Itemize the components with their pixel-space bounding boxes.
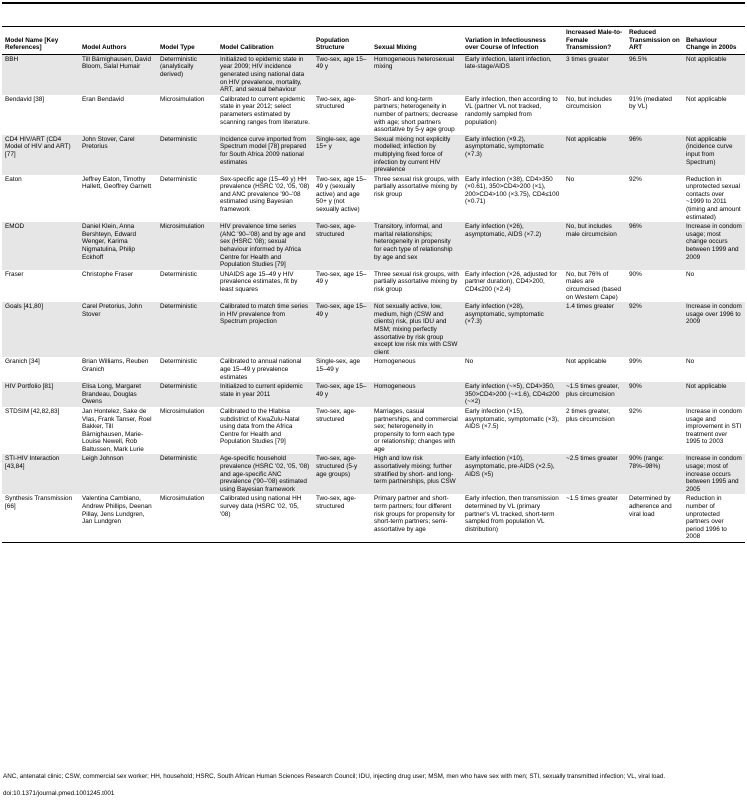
table-cell: STI-HIV Interaction [43,84] <box>2 454 79 494</box>
table-cell: Deterministic <box>160 175 197 183</box>
table-cell: Three sexual risk groups, with partially assortative mixing by risk group <box>374 270 459 293</box>
table-row <box>2 382 745 407</box>
table-cell: Brian Williams, Reuben Granich <box>82 358 149 373</box>
table-cell: Short- and long-term partners; heterogeneity in number of partners; decrease with age; short partners assortative by 5-y age group <box>374 95 458 134</box>
table-cell: 91% (mediated by VL) <box>629 95 672 111</box>
table-cell: Leigh Johnson <box>79 454 157 494</box>
table-cell: Two-sex, age 15–49 y <box>313 54 371 94</box>
table-cell: Increase in condom usage over 1996 to 2009 <box>683 302 745 357</box>
table-cell: Calibrated using national HH survey data (HSRC '02, '05, '08) <box>217 494 313 542</box>
table-footnote: ANC, antenatal clinic; CSW, commercial sex worker; HH, household; HSRC, South African Human Sciences Research Council; IDU, injecting drug user; MSM, men who have sex with men; STI, sexually transmitted infection; VL, viral load. <box>3 773 666 780</box>
table-cell: EMOD <box>2 222 79 270</box>
table-cell: Jeffrey Eaton, Timothy Hallett, Geoffrey Garnett <box>82 175 152 191</box>
table-cell: Early infection (×15), asymptomatic, symptomatic (×3), AIDS (×7.5) <box>465 407 559 431</box>
table-row <box>2 302 745 357</box>
table-row <box>2 494 745 542</box>
table-cell: Two-sex, age-structured <box>316 95 357 111</box>
table-cell: 90% <box>626 382 683 407</box>
table-row <box>2 407 745 455</box>
column-header: Model Type <box>157 28 217 54</box>
table-cell: Determined by adherence and viral load <box>626 494 683 542</box>
table-cell: Microsimulation <box>157 222 217 270</box>
table-cell: 90% <box>629 270 642 278</box>
table-cell: John Stover, Carel Pretorius <box>79 135 157 175</box>
table-cell: Synthesis Transmission [66] <box>2 494 79 542</box>
column-header: Model Name [Key References] <box>2 28 79 54</box>
table-cell: Calibrated to annual national age 15–49 y prevalence estimates <box>220 358 302 381</box>
table-cell: Two-sex, age-structured <box>313 494 371 542</box>
table-cell: Till Bärnighausen, David Bloom, Salal Humair <box>79 54 157 94</box>
table-cell: UNAIDS age 15–49 y HIV prevalence estimates, fit by least squares <box>220 270 298 293</box>
table-cell: Two-sex, age-structured <box>316 407 357 423</box>
table-cell: Not applicable <box>686 95 727 103</box>
table-cell: Early infection, then according to VL (partner VL not tracked, randomly sampled from population) <box>465 95 558 126</box>
table-row <box>2 54 745 94</box>
table-row <box>2 357 745 382</box>
table-cell: Calibrated to match time series in HIV prevalence from Spectrum projection <box>217 302 313 357</box>
table-cell: Deterministic <box>160 358 197 366</box>
table-cell: 92% <box>629 175 642 183</box>
table-cell: Early infection (×28), asymptomatic, symptomatic (×7.3) <box>462 302 563 357</box>
table-cell: Early infection, then transmission determined by VL (primary partner's VL tracked, short-term sampled from population VL distribution) <box>462 494 563 542</box>
table-cell: Valentina Cambiano, Andrew Phillips, Deenan Pillay, Jens Lundgren, Jan Lundgren <box>79 494 157 542</box>
table-cell: 99% <box>629 358 642 366</box>
table-cell: Two-sex, age 15–49 y (sexually active) and age 50+ y (not sexually active) <box>316 175 367 214</box>
table-cell: BBH <box>2 54 79 94</box>
table-cell: Age-specific household prevalence (HSRC '02, '05, '08) and age-specific ANC prevalence ('90–'08) estimated using Bayesian framework <box>217 454 313 494</box>
table-cell: Primary partner and short-term partners; four different risk groups for propensity for short-term partners; semi-assortative by age <box>371 494 462 542</box>
table-cell: Early infection (×26), asymptomatic, AIDS (×7.2) <box>462 222 563 270</box>
table-row <box>2 135 745 175</box>
table-cell: Fraser <box>5 270 24 278</box>
table-cell: Deterministic <box>157 454 217 494</box>
table-cell: Increase in condom usage; most of increase occurs between 1995 and 2005 <box>683 454 745 494</box>
table-cell: Early infection, latent infection, late-stage/AIDS <box>462 54 563 94</box>
table-cell: 92% <box>629 407 642 415</box>
table-cell: Two-sex, age-structured <box>313 222 371 270</box>
column-header: Behaviour Change in 2000s <box>683 28 745 54</box>
table-cell: No, but 76% of males are circumcised (based on Western Cape) <box>566 270 622 301</box>
table-cell: Early infection (×10), asymptomatic, pre-AIDS (×2.5), AIDS (×5) <box>462 454 563 494</box>
table-cell: ~1.5 times greater, plus circumcision <box>563 382 626 407</box>
table-cell: Early infection (×9.2), asymptomatic, symptomatic (×7.3) <box>462 135 563 175</box>
table-row <box>2 95 745 135</box>
table-cell: No <box>686 358 695 366</box>
table-cell: HIV Portfolio [81] <box>2 382 79 407</box>
table-cell: Homogeneous <box>374 358 416 366</box>
table-cell: Deterministic <box>157 382 217 407</box>
table-cell: HIV prevalence time series (ANC '90–'08) and by age and sex (HSRC '08); sexual behaviour informed by Africa Centre for Health and Population Studies [79] <box>217 222 313 270</box>
table-cell: Deterministic <box>160 270 197 278</box>
column-header: Variation in Infectiousness over Course of Infection <box>462 28 563 54</box>
table-cell: CD4 HIV/ART (CD4 Model of HIV and ART) [77] <box>2 135 79 175</box>
table-cell: Deterministic <box>157 302 217 357</box>
table-cell: Microsimulation <box>160 407 205 415</box>
table-cell: Not sexually active, low, medium, high (CSW and clients) risk, plus IDU and MSM; mixing perfectly assortative by risk group except low risk mix with CSW client <box>371 302 462 357</box>
table-cell: Reduction in number of unprotected partners over period 1996 to 2008 <box>683 494 745 542</box>
table-cell: Not applicable (incidence curve input from Spectrum) <box>683 135 745 175</box>
table-cell: 2 times greater, plus circumcision <box>566 407 615 423</box>
table-body <box>2 54 745 542</box>
table-cell: Three sexual risk groups, with partially assortative mixing by risk group <box>374 175 459 198</box>
table-cell: 90% (range: 78%–98%) <box>626 454 683 494</box>
table-cell: High and low risk assortatively mixing; further stratified by short- and long-term partnerships, plus CSW <box>371 454 462 494</box>
table-cell: Early infection (×38), CD4>350 (×0.61), 350>CD4>200 (×1), 200>CD4>100 (×3.75), CD4≤100 (×0.71) <box>465 175 560 206</box>
table-cell: Two-sex, age 15–49 y <box>316 270 367 286</box>
table-cell: ~1.5 times greater <box>563 494 626 542</box>
column-header: Model Calibration <box>217 28 313 54</box>
table-cell: Not applicable <box>563 135 626 175</box>
table-cell: Not applicable <box>683 54 745 94</box>
table-row <box>2 454 745 494</box>
table-cell: Calibrated to current epidemic state in year 2012; select parameters estimated by scanning ranges from literature. <box>220 95 310 126</box>
column-header: Population Structure <box>313 28 371 54</box>
table-cell: 96% <box>626 135 683 175</box>
table-cell: 92% <box>626 302 683 357</box>
table-cell: 96.5% <box>626 54 683 94</box>
doi-label: doi:10.1371/journal.pmed.1001245.t001 <box>3 790 115 797</box>
column-header: Sexual Mixing <box>371 28 462 54</box>
table-cell: Deterministic <box>157 135 217 175</box>
table-cell: Goals [41,80] <box>2 302 79 357</box>
table-cell: No, but includes male circumcision <box>563 222 626 270</box>
table-cell: Two-sex, age-structured (5-y age groups) <box>313 454 371 494</box>
table-cell: Early infection (~×5), CD4>350, 350>CD4>200 (~×1.6), CD4≤200 (~×2) <box>462 382 563 407</box>
table-cell: Transitory, informal, and marital relationships; heterogeneity in propensity for each type of relationship by age and sex <box>371 222 462 270</box>
table-cell: Single-sex, age 15+ y <box>313 135 371 175</box>
table-cell: Deterministic (analytically derived) <box>157 54 217 94</box>
table-cell: Reduction in unprotected sexual contacts over ~1999 to 2011 (timing and amount estimated) <box>686 175 741 221</box>
table-cell: 1.4 times greater <box>563 302 626 357</box>
table-cell: Not applicable <box>683 382 745 407</box>
table-cell: STDSIM [42,82,83] <box>5 407 60 415</box>
table-cell: Elisa Long, Margaret Brandeau, Douglas Owens <box>79 382 157 407</box>
table-cell: Jan Hontelez, Sake de Vlas, Frank Tanser, Roel Bakker, Till Bärnighausen, Marie-Louise Newell, Rob Baltussen, Mark Lurie <box>82 407 152 453</box>
table-cell: Initialized to current epidemic state in year 2011 <box>217 382 313 407</box>
column-header: Model Authors <box>79 28 157 54</box>
table-cell: Eran Bendavid <box>82 95 124 103</box>
table-cell: Increase in condom usage and improvement in STI treatment over 1995 to 2003 <box>686 407 742 446</box>
table-cell: Incidence curve imported from Spectrum model [78] prepared for South Africa 2009 national estimates <box>217 135 313 175</box>
table-cell: Microsimulation <box>160 95 205 103</box>
column-header: Reduced Transmission on ART <box>626 28 683 54</box>
table-cell: Granich [34] <box>5 358 40 366</box>
table-cell: Increase in condom usage; most change occurs between 1999 and 2009 <box>683 222 745 270</box>
table-header-row <box>2 28 745 54</box>
table-cell: Homogeneous <box>371 382 462 407</box>
table-row <box>2 175 745 223</box>
table-cell: Eaton <box>5 175 22 183</box>
column-header: Increased Male-to-Female Transmission? <box>563 28 626 54</box>
table-cell: Not applicable <box>566 358 607 366</box>
table-row <box>2 270 745 302</box>
model-comparison-table <box>2 28 745 543</box>
table-cell: Calibrated to the Hlabisa subdistrict of KwaZulu-Natal using data from the Africa Centre for Health and Population Studies [79] <box>220 407 300 446</box>
table-cell: No, but includes circumcision <box>566 95 612 111</box>
table-cell: Initialized to epidemic state in year 2009; HIV incidence generated using national data on HIV prevalence, mortality, ART, and sexual behaviour <box>217 54 313 94</box>
table-cell: No <box>465 358 474 366</box>
table-cell: Christophe Fraser <box>82 270 134 278</box>
table-row <box>2 222 745 270</box>
table-cell: Single-sex, age 15–49 y <box>316 358 361 373</box>
table-cell: No <box>686 270 695 278</box>
table-cell: Microsimulation <box>157 494 217 542</box>
table-cell: Homogeneous heterosexual mixing <box>371 54 462 94</box>
table-cell: Sexual mixing not explicitly modelled; infection by multiplying fixed force of infection by current HIV prevalence <box>371 135 462 175</box>
table-cell: Bendavid [38] <box>5 95 45 103</box>
table-cell: Two-sex, age 15–49 y <box>313 382 371 407</box>
table-cell: Two-sex, age 15–49 y <box>313 302 371 357</box>
table-cell: Early infection (×26, adjusted for partner duration), CD4>200, CD4≤200 (×2.4) <box>465 270 557 293</box>
table-cell: Marriages, casual partnerships, and commercial sex; heterogeneity in propensity to form each type or relationship; changes with age <box>374 407 458 453</box>
table-cell: 3 times greater <box>563 54 626 94</box>
table-cell: Carel Pretorius, John Stover <box>79 302 157 357</box>
table-cell: ~2.5 times greater <box>563 454 626 494</box>
table-cell: Sex-specific age (15–49 y) HH prevalence (HSRC '02, '05, '08) and ANC prevalence '90–'08 estimated using Bayesian framework <box>220 175 310 214</box>
table-title-band <box>2 2 745 27</box>
table-cell: No <box>566 175 575 183</box>
table-cell: 96% <box>626 222 683 270</box>
table-cell: Daniel Klein, Anna Bershteyn, Edward Wenger, Karima Nigmatulina, Philip Eckhoff <box>79 222 157 270</box>
